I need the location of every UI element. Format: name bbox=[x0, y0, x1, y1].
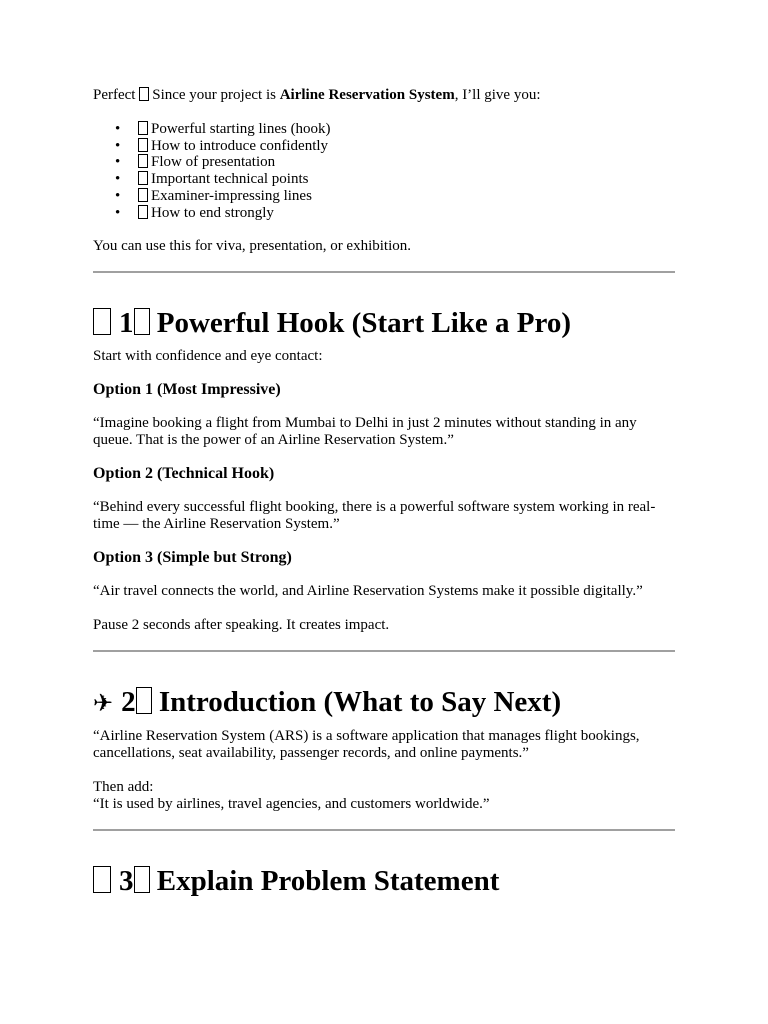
ars-usage: “It is used by airlines, travel agencies, and customers worldwide.” bbox=[93, 796, 490, 813]
list-item bbox=[138, 154, 675, 171]
divider bbox=[93, 829, 675, 831]
list-item-text: How to end strongly bbox=[151, 204, 274, 221]
section-title: Introduction (What to Say Next) bbox=[158, 686, 562, 719]
intro-lead-prefix: Perfect bbox=[93, 87, 136, 103]
divider bbox=[93, 650, 675, 652]
section-3-heading bbox=[93, 864, 675, 898]
list-item-text: Flow of presentation bbox=[151, 154, 276, 171]
deliverables-list bbox=[93, 121, 675, 221]
list-item bbox=[138, 171, 675, 188]
missing-glyph-icon bbox=[139, 87, 149, 101]
section-number: 1 bbox=[119, 307, 134, 340]
section-1-lead: Start with confidence and eye contact: bbox=[93, 348, 323, 365]
section-1-tip: Pause 2 seconds after speaking. It creates impact. bbox=[93, 617, 390, 634]
option-2-quote: “Behind every successful flight booking, there is a powerful software system working in real-time — the Airline Reservation System.” bbox=[93, 499, 656, 533]
project-name: Airline Reservation System bbox=[279, 87, 455, 103]
missing-glyph-icon bbox=[93, 308, 111, 335]
missing-glyph-icon bbox=[138, 138, 148, 152]
list-item-text: Examiner-impressing lines bbox=[151, 187, 312, 204]
missing-glyph-icon bbox=[134, 866, 150, 893]
option-1-quote: “Imagine booking a flight from Mumbai to Delhi in just 2 minutes without standing in any queue. That is the power of an Airline Reservation System.” bbox=[93, 415, 637, 449]
airplane-icon: ✈ bbox=[93, 689, 114, 718]
option-3-heading: Option 3 (Simple but Strong) bbox=[93, 549, 292, 567]
missing-glyph-icon bbox=[138, 121, 148, 135]
option-1-heading: Option 1 (Most Impressive) bbox=[93, 381, 281, 399]
missing-glyph-icon bbox=[136, 687, 152, 714]
intro-lead-suffix: , I’ll give you: bbox=[454, 87, 541, 103]
divider bbox=[93, 271, 675, 273]
intro-lead bbox=[93, 87, 675, 104]
list-item bbox=[138, 188, 675, 205]
document-page bbox=[93, 87, 675, 898]
missing-glyph-icon bbox=[93, 866, 111, 893]
list-item-text: How to introduce confidently bbox=[151, 137, 329, 154]
section-title: Explain Problem Statement bbox=[156, 865, 500, 898]
section-number: 3 bbox=[119, 865, 134, 898]
option-2-heading: Option 2 (Technical Hook) bbox=[93, 465, 275, 483]
section-2-heading bbox=[93, 685, 675, 720]
missing-glyph-icon bbox=[138, 188, 148, 202]
option-3-quote: “Air travel connects the world, and Airline Reservation Systems make it possible digitally.” bbox=[93, 583, 643, 600]
section-number: 2 bbox=[121, 686, 136, 719]
missing-glyph-icon bbox=[138, 171, 148, 185]
intro-closing: You can use this for viva, presentation, or exhibition. bbox=[93, 238, 412, 255]
missing-glyph-icon bbox=[138, 154, 148, 168]
section-1-heading bbox=[93, 306, 675, 340]
list-item-text: Powerful starting lines (hook) bbox=[151, 121, 331, 137]
section-title: Powerful Hook (Start Like a Pro) bbox=[156, 307, 572, 340]
list-item bbox=[138, 121, 675, 138]
missing-glyph-icon bbox=[134, 308, 150, 335]
intro-lead-middle: Since your project is bbox=[152, 87, 280, 103]
ars-definition: “Airline Reservation System (ARS) is a software application that manages flight bookings, cancellations, seat availability, passenger records, and online payments.” bbox=[93, 728, 640, 762]
list-item-text: Important technical points bbox=[151, 171, 309, 188]
then-add-label: Then add: bbox=[93, 779, 154, 796]
list-item bbox=[138, 205, 675, 222]
missing-glyph-icon bbox=[138, 205, 148, 219]
list-item bbox=[138, 138, 675, 155]
